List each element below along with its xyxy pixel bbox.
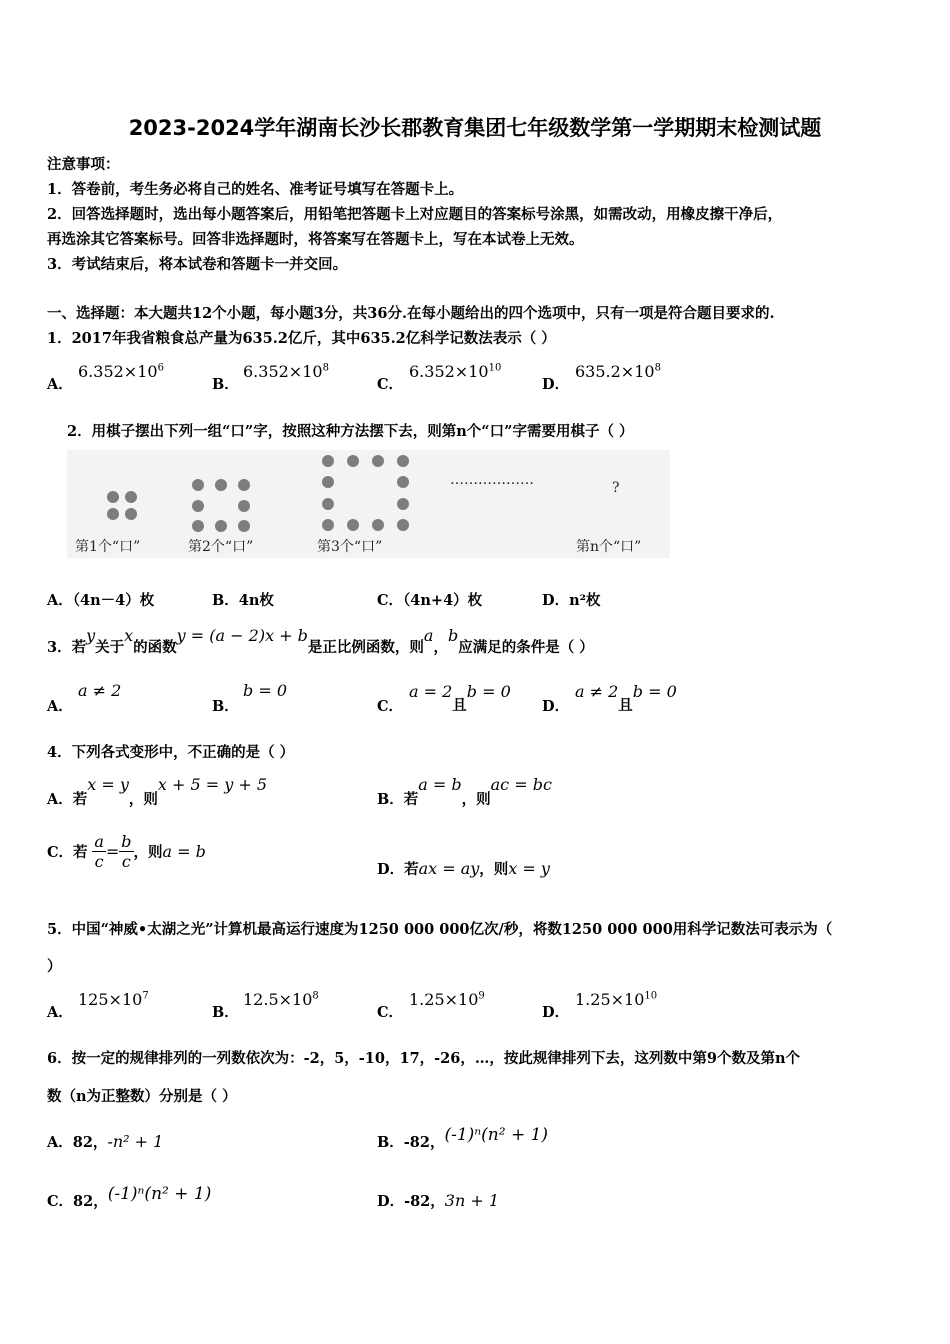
piece-dot <box>215 520 227 532</box>
notice-item-3: 3．考试结束后，将本试卷和答题卡一并交回。 <box>47 256 348 273</box>
q6-stem: 6．按一定的规律排列的一列数依次为：-2，5，-10，17，-26，…，按此规律排列下去，这列数中第9个数及第n个 <box>47 1050 800 1067</box>
q2-option-c: C．（4n+4）枚 <box>377 592 483 609</box>
figure-question-mark: ? <box>612 480 620 496</box>
notice-heading: 注意事项： <box>47 156 120 173</box>
piece-dot <box>372 519 384 531</box>
figure-label-2: 第2个“口” <box>188 539 254 555</box>
piece-dot <box>347 455 359 467</box>
q1-option-b-value: $6.352\times 10^8$ <box>243 362 329 381</box>
q1-option-d-value: $635.2\times 10^8$ <box>575 362 661 381</box>
q1-option-a-value: $6.352\times 10^6$ <box>78 362 164 381</box>
q3-option-c: C． <box>377 698 404 715</box>
q1-stem: 1．2017年我省粮食总产量为635.2亿斤，其中635.2亿科学记数法表示（ ） <box>47 330 556 347</box>
q5-option-a: A． <box>47 1004 73 1021</box>
q4-option-a: A．若x = y，则x + 5 = y + 5 <box>47 775 268 808</box>
piece-dot <box>215 479 227 491</box>
piece-dot <box>192 520 204 532</box>
q3-option-d: D． <box>542 698 570 715</box>
piece-dot <box>322 519 334 531</box>
notice-item-2a: 2．回答选择题时，选出每小题答案后，用铅笔把答题卡上对应题目的答案标号涂黑，如需改动，用橡皮擦干净后， <box>47 206 783 223</box>
q6-stem-2: 数（n为正整数）分别是（ ） <box>47 1088 237 1105</box>
q3-option-b: B． <box>212 698 239 715</box>
figure-label-n: 第n个“口” <box>576 539 642 555</box>
piece-dot <box>107 491 119 503</box>
piece-dot <box>238 520 250 532</box>
q2-option-a: A．（4n－4）枚 <box>47 592 155 609</box>
q3-option-d-value: a ≠ 2且b = 0 <box>575 682 677 714</box>
piece-dot <box>322 476 334 488</box>
q5-option-d: D． <box>542 1004 570 1021</box>
q3-option-a: A． <box>47 698 73 715</box>
q6-option-d: D．-82，3n + 1 <box>377 1191 500 1210</box>
piece-dot <box>397 455 409 467</box>
q5-option-c: C． <box>377 1004 404 1021</box>
q2-stem: 2．用棋子摆出下列一组“口”字，按照这种方法摆下去，则第n个“口”字需要用棋子（ ） <box>67 423 634 440</box>
notice-item-1: 1．答卷前，考生务必将自己的姓名、准考证号填写在答题卡上。 <box>47 181 464 198</box>
q3-option-b-value: b = 0 <box>243 681 287 700</box>
piece-dot <box>397 498 409 510</box>
q1-option-c: C． <box>377 376 404 393</box>
q5-option-a-value: $125\times 10^7$ <box>78 990 149 1009</box>
piece-dot <box>125 491 137 503</box>
q5-option-c-value: $1.25\times 10^9$ <box>409 990 485 1009</box>
piece-dot <box>192 500 204 512</box>
q4-option-d: D．若ax = ay，则x = y <box>377 859 550 878</box>
page-title: 2023-2024学年湖南长沙长郡教育集团七年级数学第一学期期末检测试题 <box>128 116 822 140</box>
piece-dot <box>322 455 334 467</box>
q5-option-b: B． <box>212 1004 239 1021</box>
q1-option-b: B． <box>212 376 239 393</box>
figure-label-1: 第1个“口” <box>75 539 141 555</box>
piece-dot <box>372 455 384 467</box>
q6-option-c: C．82，(-1)ⁿ(n² + 1) <box>47 1184 212 1210</box>
piece-dot <box>192 479 204 491</box>
piece-dot <box>125 508 137 520</box>
q2-option-b: B．4n枚 <box>212 592 274 609</box>
q5-option-b-value: $12.5\times 10^8$ <box>243 990 319 1009</box>
q2-figure <box>67 450 670 558</box>
piece-dot <box>397 519 409 531</box>
figure-label-3: 第3个“口” <box>317 539 383 555</box>
piece-dot <box>322 498 334 510</box>
q3-option-a-value: a ≠ 2 <box>78 681 122 700</box>
piece-dot <box>107 508 119 520</box>
piece-dot <box>397 476 409 488</box>
q4-option-c: C．若 $\frac{a}{c}$ = $\frac{b}{c}$ ，则a = b <box>47 832 206 872</box>
q5-stem: 5．中国“神威•太湖之光”计算机最高运行速度为1250 000 000亿次/秒，将数1250 000 000用科学记数法可表示为（ <box>47 921 833 938</box>
section-heading: 一、选择题：本大题共12个小题，每小题3分，共36分.在每小题给出的四个选项中，只有一项是符合题目要求的. <box>47 305 775 322</box>
q3-stem: 3．若y关于x的函数y = (a − 2)x + b是正比例函数，则a，b应满足的条件是（ ） <box>47 626 594 656</box>
piece-dot <box>238 500 250 512</box>
fraction-b-over-c: $\frac{b}{c}$ <box>121 832 132 872</box>
fraction-a-over-c: $\frac{a}{c}$ <box>94 832 104 872</box>
q4-option-b: B．若a = b，则ac = bc <box>377 775 552 808</box>
figure-ellipsis: ……………… <box>450 472 534 488</box>
q5-stem-end: ） <box>47 958 62 975</box>
q6-option-b: B．-82，(-1)ⁿ(n² + 1) <box>377 1125 549 1151</box>
q1-option-a: A． <box>47 376 73 393</box>
piece-dot <box>347 519 359 531</box>
q2-option-d: D．n²枚 <box>542 592 601 609</box>
q6-option-a: A．82，-n² + 1 <box>47 1132 164 1151</box>
q4-stem: 4．下列各式变形中，不正确的是（ ） <box>47 744 295 761</box>
q5-option-d-value: $1.25\times 10^{10}$ <box>575 990 658 1009</box>
q1-option-c-value: $6.352\times 10^{10}$ <box>409 362 502 381</box>
piece-dot <box>238 479 250 491</box>
q1-option-d: D． <box>542 376 570 393</box>
q3-option-c-value: a = 2且b = 0 <box>409 682 511 714</box>
notice-item-2b: 再选涂其它答案标号。回答非选择题时，将答案写在答题卡上，写在本试卷上无效。 <box>47 231 584 248</box>
